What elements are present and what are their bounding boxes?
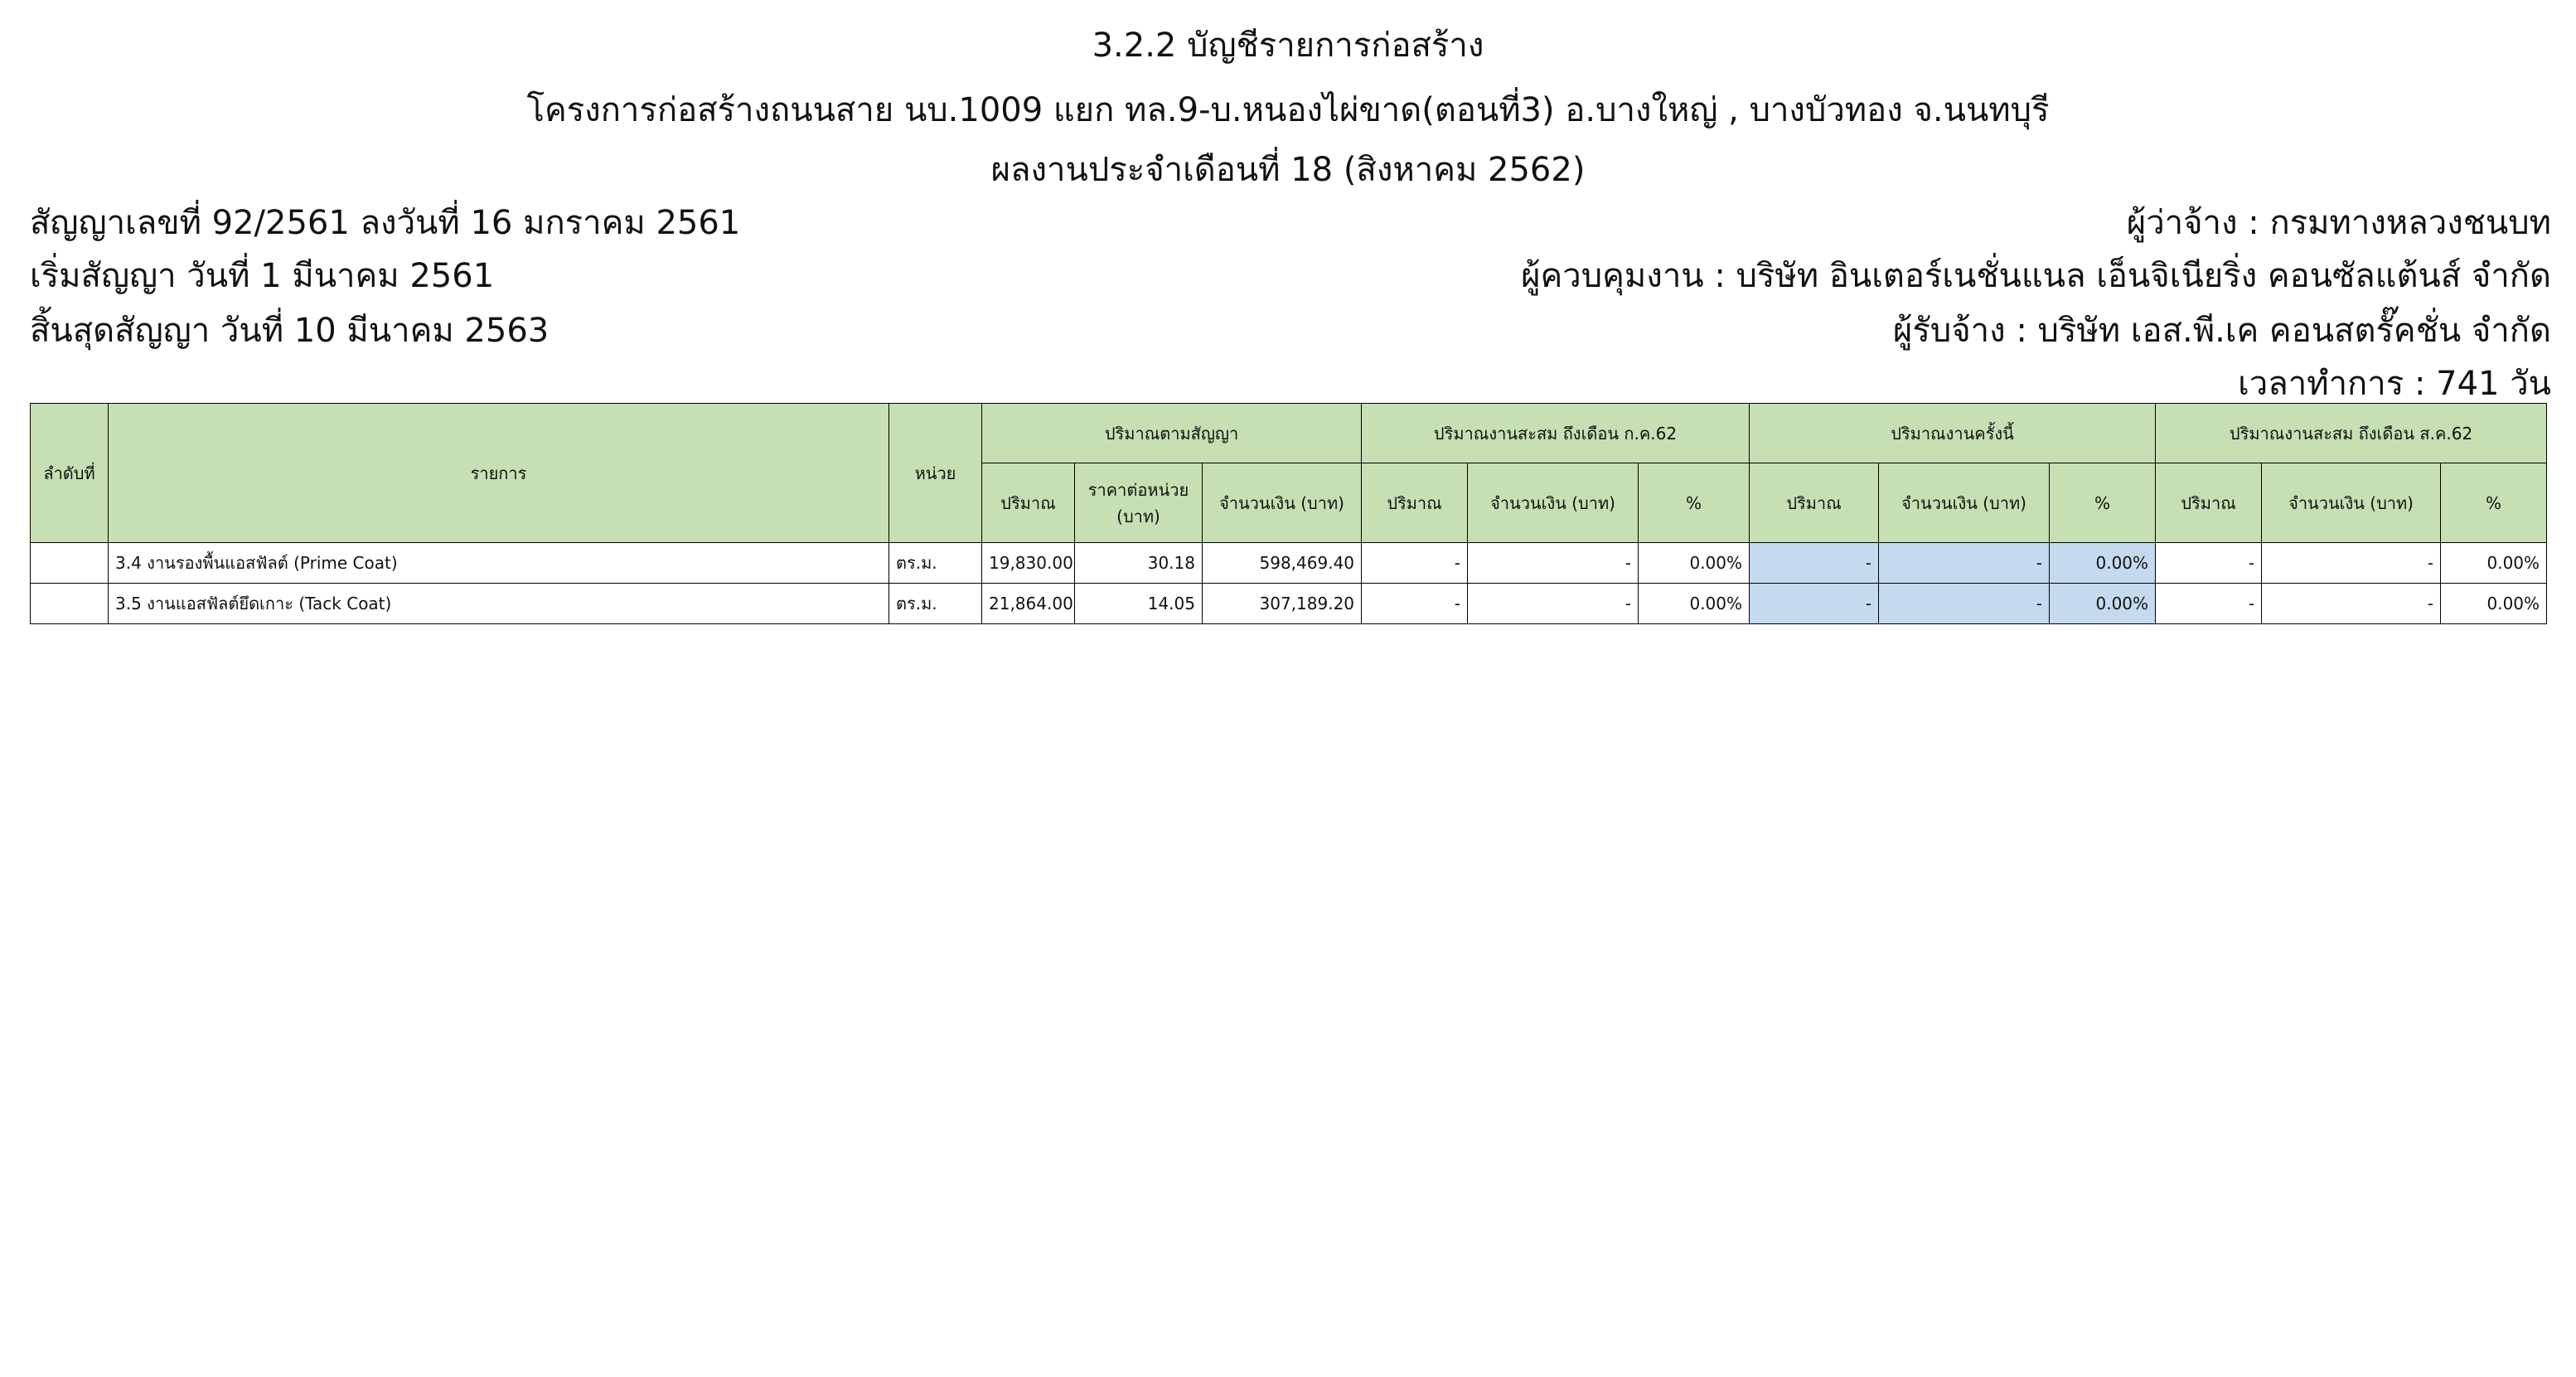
row-item: 3.4 งานรองพื้นแอสฟัลต์ (Prime Coat) bbox=[109, 543, 889, 584]
group-cum-prev: ปริมาณงานสะสม ถึงเดือน ก.ค.62 bbox=[1362, 404, 1750, 463]
col-this-qty: ปริมาณ bbox=[1750, 463, 1879, 543]
row-no bbox=[31, 543, 109, 584]
prev-pct: 0.00% bbox=[1639, 584, 1750, 624]
col-item: รายการ bbox=[109, 404, 889, 543]
this-pct: 0.00% bbox=[2050, 584, 2156, 624]
col-prev-amount: จำนวนเงิน (บาท) bbox=[1468, 463, 1639, 543]
col-prev-pct: % bbox=[1639, 463, 1750, 543]
this-pct: 0.00% bbox=[2050, 543, 2156, 584]
contract-amount: 598,469.40 bbox=[1203, 543, 1362, 584]
work-duration: เวลาทำการ : 741 วัน bbox=[2238, 365, 2551, 403]
row-unit: ตร.ม. bbox=[889, 584, 982, 624]
col-now-amount: จำนวนเงิน (บาท) bbox=[2262, 463, 2441, 543]
contract-price: 14.05 bbox=[1075, 584, 1203, 624]
col-no: ลำดับที่ bbox=[31, 404, 109, 543]
prev-qty: - bbox=[1362, 584, 1468, 624]
group-cum-now: ปริมาณงานสะสม ถึงเดือน ส.ค.62 bbox=[2156, 404, 2547, 463]
col-unit: หน่วย bbox=[889, 404, 982, 543]
contract-qty: 21,864.00 bbox=[982, 584, 1075, 624]
now-qty: - bbox=[2156, 584, 2262, 624]
this-qty: - bbox=[1750, 543, 1879, 584]
report-period: ผลงานประจำเดือนที่ 18 (สิงหาคม 2562) bbox=[990, 151, 1586, 189]
col-now-pct: % bbox=[2441, 463, 2547, 543]
group-contract: ปริมาณตามสัญญา bbox=[982, 404, 1362, 463]
row-item: 3.5 งานแอสฟัลต์ยึดเกาะ (Tack Coat) bbox=[109, 584, 889, 624]
now-qty: - bbox=[2156, 543, 2262, 584]
contract-qty: 19,830.00 bbox=[982, 543, 1075, 584]
table-row bbox=[31, 543, 2547, 584]
prev-qty: - bbox=[1362, 543, 1468, 584]
contract-number: สัญญาเลขที่ 92/2561 ลงวันที่ 16 มกราคม 2561 bbox=[30, 204, 741, 242]
this-qty: - bbox=[1750, 584, 1879, 624]
prev-amount: - bbox=[1468, 543, 1639, 584]
row-no bbox=[31, 584, 109, 624]
now-pct: 0.00% bbox=[2441, 584, 2547, 624]
this-amount: - bbox=[1879, 584, 2050, 624]
project-name: โครงการก่อสร้างถนนสาย นบ.1009 แยก ทล.9-บ.หนองไผ่ขาด(ตอนที่3) อ.บางใหญ่ , บางบัวทอง จ.นนทบุรี bbox=[526, 91, 2050, 129]
contract-price: 30.18 bbox=[1075, 543, 1203, 584]
contractor: ผู้รับจ้าง : บริษัท เอส.พี.เค คอนสตรั๊คชั่น จำกัด bbox=[1892, 312, 2551, 350]
prev-amount: - bbox=[1468, 584, 1639, 624]
col-this-pct: % bbox=[2050, 463, 2156, 543]
col-contract-qty: ปริมาณ bbox=[982, 463, 1075, 543]
page-title: 3.2.2 บัญชีรายการก่อสร้าง bbox=[1092, 27, 1484, 65]
this-amount: - bbox=[1879, 543, 2050, 584]
col-contract-price: ราคาต่อหน่วย (บาท) bbox=[1075, 463, 1203, 543]
now-amount: - bbox=[2262, 584, 2441, 624]
prev-pct: 0.00% bbox=[1639, 543, 1750, 584]
now-pct: 0.00% bbox=[2441, 543, 2547, 584]
employer: ผู้ว่าจ้าง : กรมทางหลวงชนบท bbox=[2126, 204, 2551, 242]
col-this-amount: จำนวนเงิน (บาท) bbox=[1879, 463, 2050, 543]
now-amount: - bbox=[2262, 543, 2441, 584]
col-now-qty: ปริมาณ bbox=[2156, 463, 2262, 543]
group-this: ปริมาณงานครั้งนี้ bbox=[1750, 404, 2156, 463]
col-contract-amount: จำนวนเงิน (บาท) bbox=[1203, 463, 1362, 543]
table-row bbox=[31, 584, 2547, 624]
col-prev-qty: ปริมาณ bbox=[1362, 463, 1468, 543]
boq-table bbox=[30, 403, 2547, 624]
contract-end: สิ้นสุดสัญญา วันที่ 10 มีนาคม 2563 bbox=[30, 312, 550, 350]
contract-start: เริ่มสัญญา วันที่ 1 มีนาคม 2561 bbox=[30, 257, 495, 295]
contract-amount: 307,189.20 bbox=[1203, 584, 1362, 624]
supervisor: ผู้ควบคุมงาน : บริษัท อินเตอร์เนชั่นแนล เอ็นจิเนียริ่ง คอนซัลแต้นส์ จำกัด bbox=[1521, 257, 2551, 295]
row-unit: ตร.ม. bbox=[889, 543, 982, 584]
